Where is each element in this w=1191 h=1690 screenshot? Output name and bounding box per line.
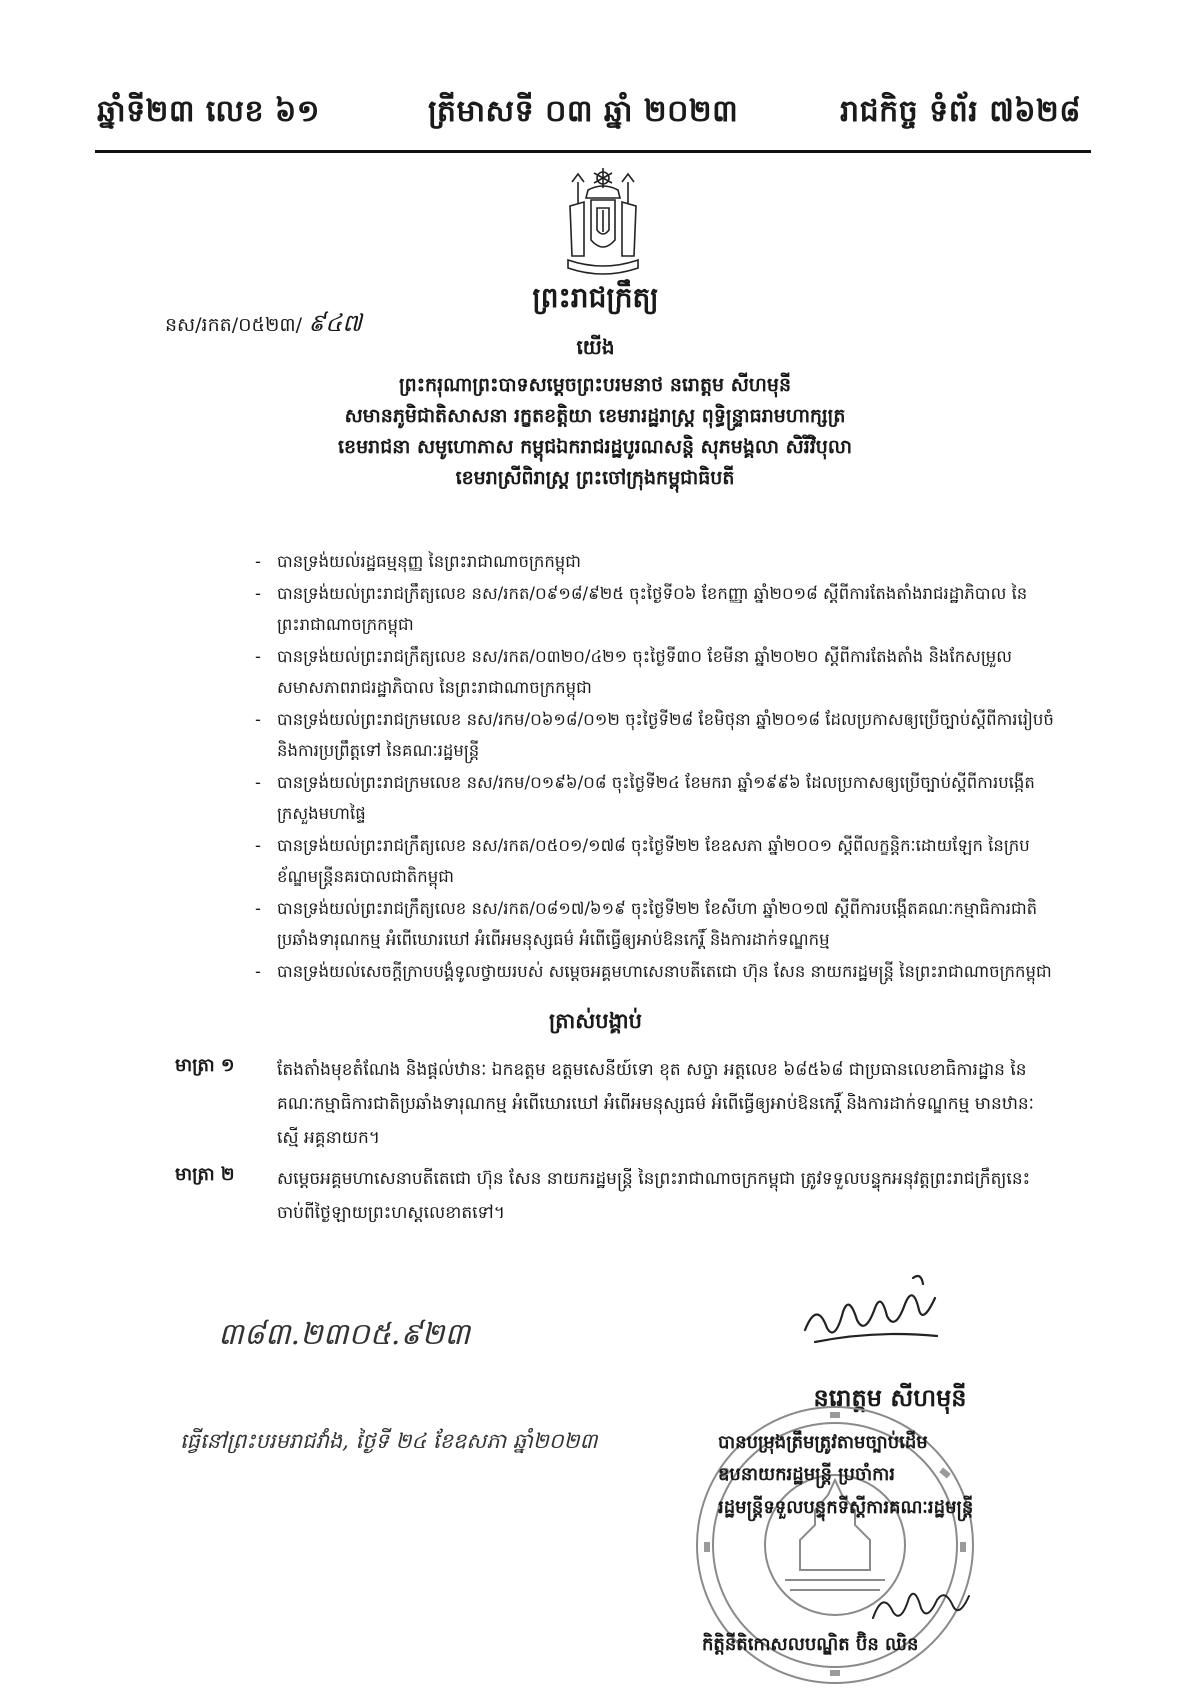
king-name: នរោត្តម សីហមុនី (813, 1384, 967, 1412)
consideration-item: - បានទ្រង់យល់សេចក្តីក្រាបបង្គំទូលថ្វាយរបស់ សម្តេចអគ្គមហាសេនាបតីតេជោ ហ៊ុន សែន នាយករដ្ឋមន្ត្រី នៃព្រះរាជាណាចក្រកម្ពុជា (255, 956, 1055, 987)
article-label: មាត្រា ១ (175, 1055, 235, 1076)
royal-title-line: ព្រះករុណាព្រះបាទសម្តេចព្រះបរមនាថ នរោត្តម សីហមុនី (398, 374, 792, 396)
decision-heading: ត្រាស់បង្គាប់ (549, 1009, 642, 1033)
article-1 (175, 1053, 1055, 1155)
minister-signature-icon (865, 1582, 975, 1627)
reference-number: ៩៤៧ (308, 309, 362, 337)
royal-titles (180, 370, 1010, 494)
consideration-item: - បានទ្រង់យល់ព្រះរាជក្រមលេខ នស/រកម/០៦១៨/០១២ ចុះថ្ងៃទី២៨ ខែមិថុនា ឆ្នាំ២០១៨ ដែលប្រកាសឲ្យប្រើច្បាប់ស្តីពីការរៀបចំ និងការប្រព្រឹត្តទៅ នៃគណៈរដ្ឋមន្ត្រី (255, 704, 1055, 766)
consideration-item: - បានទ្រង់យល់រដ្ឋធម្មនុញ្ញ នៃព្រះរាជាណាចក្រកម្ពុជា (255, 546, 1055, 577)
we-heading: យើង (576, 335, 615, 359)
minister-name: កិត្តិនីតិកោសលបណ្ឌិត ប៊ិន ឈិន (702, 1634, 919, 1655)
royal-title-line: សមានភូមិជាតិសាសនា រក្ខតខត្តិយា ខេមរារដ្ឋរាស្ត្រ ពុទ្ធិន្ទ្រាធរាមហាក្សត្រ (344, 405, 846, 427)
article-text: តែងតាំងមុខតំណែង និងផ្តល់ឋានៈ ឯកឧត្តម ឧត្តមសេនីយ៍ទោ ខុត សច្ចា អត្តលេខ ៦៨៥៦៨ ជាប្រធានលេខាធិការដ្ឋាន នៃគណៈកម្មាធិការជាតិប្រឆាំងទារុណកម្ម អំពើឃោរឃៅ អំពើអមនុស្សធម៌ អំពើធ្វើឲ្យអាប់ឱនកេរ្តិ៍ និងការដាក់ទណ្ឌកម្ម មានឋានៈស្មើ អគ្គនាយក។ (277, 1060, 1034, 1148)
gazette-quarter-date: ត្រីមាសទី ០៣ ឆ្នាំ ២០២៣ (428, 94, 739, 129)
royal-title-line: ខេមរាជនា សមូហោភាស កម្ពុជឯករាជរដ្ឋបូរណសន្តិ សុភមង្គលា សិរីវិបុលា (338, 436, 852, 458)
royal-signature-icon (795, 1270, 945, 1350)
signing-date: ធ្វើនៅព្រះបរមរាជវាំង, ថ្ងៃទី ២៤ ខែឧសភា ឆ្នាំ២០២៣ (180, 1429, 598, 1453)
countersign-line: ឧបនាយករដ្ឋមន្ត្រី ប្រចាំការ (718, 1464, 895, 1485)
consideration-item: - បានទ្រង់យល់ព្រះរាជក្រឹត្យលេខ នស/រកត/០៣២០/៤២១ ចុះថ្ងៃទី៣០ ខែមីនា ឆ្នាំ២០២០ ស្តីពីការតែងតាំង និងកែសម្រួលសមាសភាពរាជរដ្ឋាភិបាល នៃព្រះរាជាណាចក្រកម្ពុជា (255, 641, 1055, 703)
consideration-item: - បានទ្រង់យល់ព្រះរាជក្រឹត្យលេខ នស/រកត/០៩១៨/៩២៥ ចុះថ្ងៃទី០៦ ខែកញ្ញា ឆ្នាំ២០១៨ ស្តីពីការតែងតាំងរាជរដ្ឋាភិបាល នៃព្រះរាជាណាចក្រកម្ពុជា (255, 578, 1055, 640)
article-label: មាត្រា ២ (175, 1164, 235, 1185)
handwritten-registration-number: ៣៨៣.២៣០៥.៩២៣ (218, 1317, 470, 1352)
royal-coat-of-arms-icon (558, 168, 648, 278)
article-2 (175, 1162, 1055, 1230)
consideration-item: - បានទ្រង់យល់ព្រះរាជក្រមលេខ នស/រកម/០១៩៦/០៨ ចុះថ្ងៃទី២៤ ខែមករា ឆ្នាំ១៩៩៦ ដែលប្រកាសឲ្យប្រើច្បាប់ស្តីពីការបង្កើតក្រសួងមហាផ្ទៃ (255, 767, 1055, 829)
considerations-list (255, 546, 1055, 988)
gazette-page-number: រាជកិច្ច ទំព័រ ៧៦២៨ (840, 94, 1081, 129)
document-title: ព្រះរាជក្រឹត្យ (532, 281, 659, 314)
reference-prefix: នស/រកត/០៥២៣/ (165, 314, 303, 336)
article-text: សម្តេចអគ្គមហាសេនាបតីតេជោ ហ៊ុន សែន នាយករដ្ឋមន្ត្រី នៃព្រះរាជាណាចក្រកម្ពុជា ត្រូវទទួលបន្ទុកអនុវត្តព្រះរាជក្រឹត្យនេះ ចាប់ពីថ្ងៃឡាយព្រះហស្តលេខាតទៅ។ (277, 1169, 1031, 1223)
royal-title-line: ខេមរាស្រីពិរាស្ត្រ ព្រះចៅក្រុងកម្ពុជាធិបតី (455, 467, 735, 489)
header-divider (95, 150, 1091, 153)
gazette-year-issue: ឆ្នាំទី២៣ លេខ ៦១ (97, 94, 320, 129)
consideration-item: - បានទ្រង់យល់ព្រះរាជក្រឹត្យលេខ នស/រកត/០៨១៧/៦១៩ ចុះថ្ងៃទី២២ ខែសីហា ឆ្នាំ២០១៧ ស្តីពីការបង្កើតគណៈកម្មាធិការជាតិប្រឆាំងទារុណកម្ម អំពើឃោរឃៅ អំពើអមនុស្សធម៌ អំពើធ្វើឲ្យអាប់ឱនកេរ្តិ៍ និងការដាក់ទណ្ឌកម្ម (255, 893, 1055, 955)
consideration-item: - បានទ្រង់យល់ព្រះរាជក្រឹត្យលេខ នស/រកត/០៥០១/១៧៨ ចុះថ្ងៃទី២២ ខែឧសភា ឆ្នាំ២០០១ ស្តីពីលក្ខន្តិកៈដោយឡែក នៃក្របខ័ណ្ឌមន្ត្រីនគរបាលជាតិកម្ពុជា (255, 830, 1055, 892)
countersign-line: បានបម្រុងត្រឹមត្រូវតាមច្បាប់ដើម (718, 1432, 928, 1453)
countersign-line: រដ្ឋមន្ត្រីទទួលបន្ទុកទីស្តីការគណៈរដ្ឋមន្ត្រី (718, 1497, 974, 1518)
